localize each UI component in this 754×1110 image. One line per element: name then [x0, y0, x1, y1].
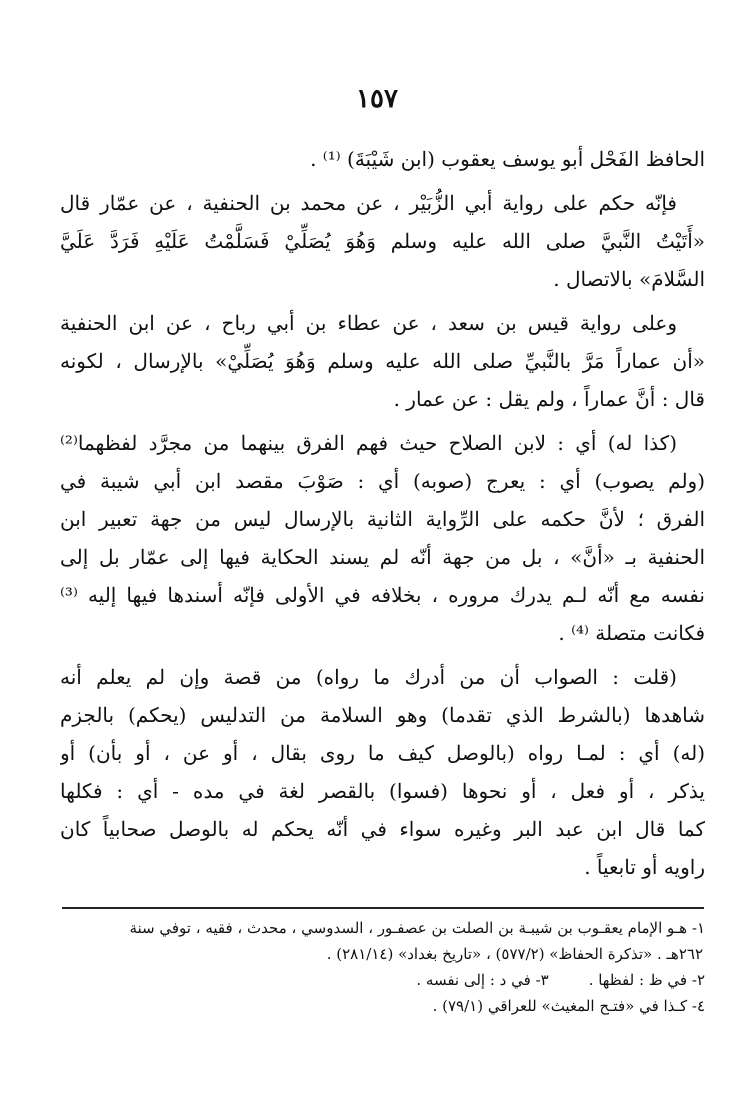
text-line: قال : أنَّ عماراً ، ولم يقل : عن عمار . [393, 387, 705, 411]
text-line: كما قال ابن عبد البر وغيره سواء في أنّه يحكم له بالوصل صحابياً كان [60, 817, 705, 841]
footnote-row-2-3 [60, 967, 705, 993]
footnote-2: ٢- في ظ : لفظها . [588, 971, 705, 989]
text-line: (كذا له) أي : لابن الصلاح حيث فهم الفرق بينهما من مجرَّد لفظهما⁽²⁾ [60, 431, 677, 455]
text-line: «أَتَيْتُ النَّبيَّ صلى الله عليه وسلم وَهُوَ يُصَلِّيْ فَسَلَّمْتُ عَلَيْهِ فَرَدَّ عَلَيَّ [60, 229, 705, 253]
text-line: يذكر ، أو فعل ، أو نحوها (فسوا) بالقصر لغة في مده - أي : فكلها [60, 779, 705, 803]
footnote-3: ٣- في د : إلى نفسه . [416, 971, 549, 989]
footnote-1-line-1: ١- هـو الإمام يعقـوب بن شيبـة بن الصلت بن عصفـور ، السدوسي ، محدث ، فقيه ، توفي سنة [129, 919, 705, 937]
text-line: الحنفية بـ «أنَّ» ، بل من جهة أنّه لم يسند الحكاية فيها إلى عمّار بل إلى [60, 545, 705, 569]
footnote-4: ٤- كـذا في «فتـح المغيث» للعراقي (٧٩/١) . [432, 997, 705, 1015]
text-line: الفرق ؛ لأنَّ حكمه على الرِّواية الثانية بالإرسال ليس من جهة تعبير ابن [60, 507, 705, 531]
text-line: نفسه مع أنّه لـم يدرك مروره ، بخلافه في الأولى فإنّه أسندها فيها إليه ⁽³⁾ [60, 583, 705, 607]
text-line: السَّلامَ» بالاتصال . [553, 267, 705, 291]
text-line: «أن عماراً مَرَّ بالنَّبيِّ صلى الله عليه وسلم وَهُوَ يُصَلِّيْ» بالإرسال ، لكونه [60, 349, 705, 373]
footnote-separator [62, 907, 704, 909]
page-number: ١٥٧ [356, 84, 398, 114]
text-line: (ولم يصوب) أي : يعرج (صوبه) أي : صَوْبَ مقصد ابن أبي شيبة في [60, 469, 705, 493]
text-line: وعلى رواية قيس بن سعد ، عن عطاء بن أبي رباح ، عن ابن الحنفية [60, 311, 677, 335]
footnotes [60, 915, 705, 1019]
text-line: الحافظ الفَحْل أبو يوسف يعقوب (ابن شَيْبَةَ) ⁽¹⁾ . [310, 147, 705, 171]
text-line: (قلت : الصواب أن من أدرك ما رواه) من قصة وإن لم يعلم أنه [60, 665, 677, 689]
text-line: شاهدها (بالشرط الذي تقدما) وهو السلامة من التدليس (يحكم) بالجزم [60, 703, 705, 727]
text-line: فإنّه حكم على رواية أبي الزُّبَيْر ، عن محمد بن الحنفية ، عن عمّار قال [60, 191, 677, 215]
main-text [60, 140, 705, 886]
text-line: (له) أي : لمـا رواه (بالوصل كيف ما روى بقال ، أو عن ، أو بأن) أو [60, 741, 705, 765]
text-line: راويه أو تابعياً . [584, 855, 705, 879]
text-line: فكانت متصلة ⁽⁴⁾ . [558, 621, 705, 645]
footnote-1-line-2: ٢٦٢هـ . «تذكرة الحفاظ» (٥٧٧/٢) ، «تاريخ بغداد» (٢٨١/١٤) . [326, 945, 703, 963]
